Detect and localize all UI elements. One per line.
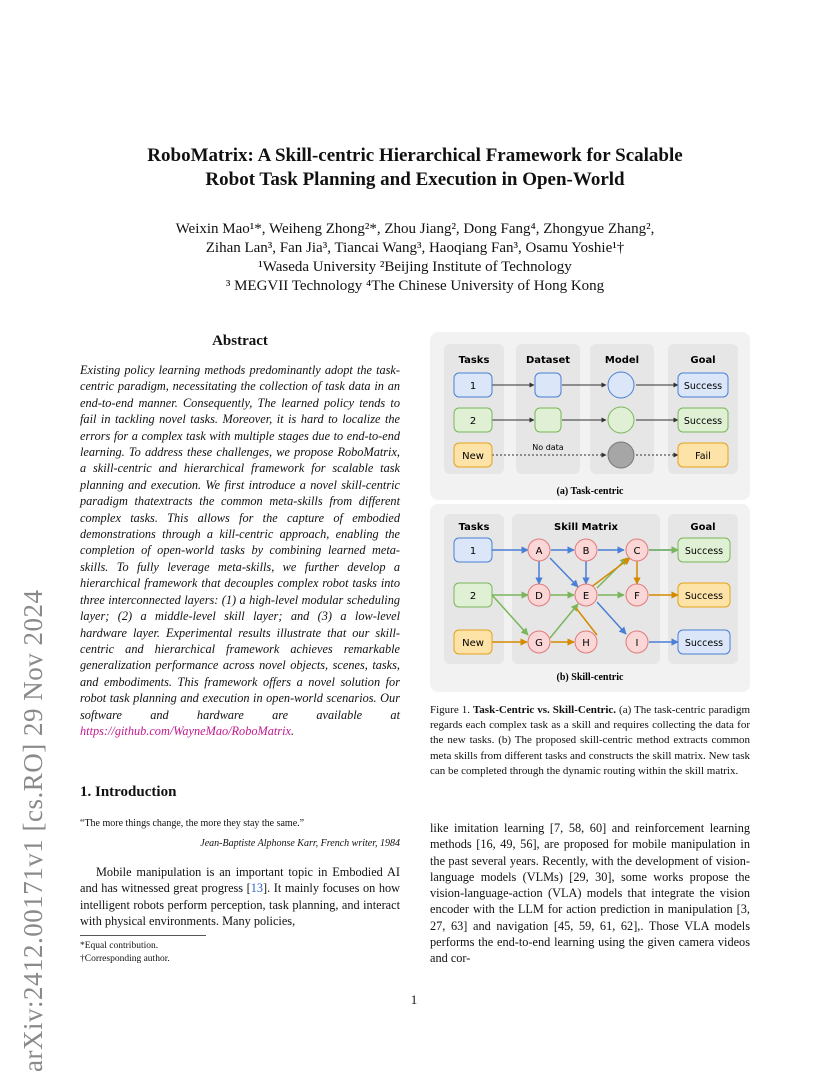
svg-text:D: D — [535, 591, 543, 602]
footnote-rule — [80, 935, 206, 936]
a-header-dataset: Dataset — [525, 355, 571, 366]
b-header-tasks: Tasks — [458, 522, 490, 533]
skill-node-a — [528, 539, 550, 561]
svg-text:Success: Success — [683, 381, 723, 392]
skill-node-i — [626, 631, 648, 653]
footnotes — [80, 940, 170, 966]
intro-paragraph: Mobile manipulation is an important topic in Embodied AI and has witnessed great progress [13]. It mainly focuses on how intelligent robots perform perception, task planning, and interact with physical environments. Many policies, — [80, 865, 400, 928]
footnote-equal-contribution: *Equal contribution. — [80, 941, 159, 951]
svg-text:Success: Success — [684, 546, 724, 557]
skill-node-d — [528, 584, 550, 606]
svg-text:New: New — [462, 451, 484, 462]
skill-node-e — [575, 584, 597, 606]
svg-text:2: 2 — [469, 591, 477, 602]
authors-line-2: Zihan Lan³, Fan Jia³, Tiancai Wang³, Haoqiang Fan³, Osamu Yoshie¹† — [205, 240, 625, 256]
citation-link[interactable]: 13 — [250, 881, 264, 896]
skill-node-b — [575, 539, 597, 561]
a-subcaption: (a) Task-centric — [556, 486, 624, 497]
svg-text:F: F — [634, 591, 640, 602]
affiliations-line-1: ¹Waseda University ²Beijing Institute of Technology — [258, 259, 572, 275]
abstract-heading: Abstract — [212, 333, 268, 349]
abstract-body: Existing policy learning methods predominantly adopt the task-centric paradigm, necessitating the collection of task data in an end-to-end manner. Consequently, The learned policy tends to fail in tackling novel tasks. Moreover, it is hard to localize the errors for a complex task with multiple stages due to end-to-end learning. To address these challenges, we propose RoboMatrix, a skill-centric and hierarchical framework for scalable task planning and execution. We first introduce a novel skill-centric paradigm thatextracts the common meta-skills from different complex tasks. This allows for the capture of embodied demonstrations through a kill-centric approach, enabling the completion of open-world tasks by combining learned meta-skills. To fully leverage meta-skills, we further develop a hierarchical framework that decouples complex robot tasks into three interconnected layers: (1) a high-level modular scheduling layer; (2) a middle-level skill layer; and (3) a low-level hardware layer. Experimental results illustrate that our skill-centric and hierarchical framework achieves remarkable generalization performance across novel objects, scenes, tasks, and embodiments. This framework offers a novel solution for robot task planning and execution in open-world scenarios. Our software and hardware are available at https://github.com/WayneMao/RoboMatrix. — [80, 363, 400, 738]
title-line-2: Robot Task Planning and Execution in Open-World — [205, 169, 625, 190]
footnote-corresponding-author: †Corresponding author. — [80, 954, 170, 964]
epigraph-attribution: Jean-Baptiste Alphonse Karr, French writer, 1984 — [200, 838, 400, 849]
paper-title — [100, 144, 730, 192]
svg-text:G: G — [535, 638, 543, 649]
svg-text:Success: Success — [684, 638, 724, 649]
b-header-skill-matrix: Skill Matrix — [554, 522, 618, 533]
section-heading-introduction: 1. Introduction — [80, 784, 177, 800]
intro-continuation: like imitation learning [7, 58, 60] and reinforcement learning methods [16, 49, 56], are proposed for mobile manipulation in the past several years. Recently, with the development of vision-language models (VLMs) [29, 30], some works propose the vision-language-action (VLA) models that integrate the vision encoder with the LLM for action prediction in manipulation [3, 27, 63] and navigation [45, 59, 61, 62],. Those VLA models performs the end-to-end learning using the given camera videos and cor- — [430, 821, 750, 966]
arxiv-identifier: arXiv:2412.00171v1 [cs.RO] 29 Nov 2024 — [18, 589, 48, 1072]
svg-text:E: E — [582, 591, 590, 602]
figure-caption — [430, 703, 750, 779]
svg-text:2: 2 — [469, 416, 477, 427]
svg-text:C: C — [633, 546, 641, 557]
b-header-goal: Goal — [690, 522, 716, 533]
abstract-text: Existing policy learning methods predominantly adopt the task-centric paradigm, necessitating the collection of task data in an end-to-end manner. Consequently, The learned policy tends to fail in tackling novel tasks. Moreover, it is hard to localize the errors for a complex task with multiple stages due to end-to-end learning. To address these challenges, we propose RoboMatrix, a skill-centric and hierarchical framework for scalable task planning and execution. We first introduce a novel skill-centric paradigm thatextracts the common meta-skills from different complex tasks. This allows for the capture of embodied demonstrations through a kill-centric approach, enabling the completion of open-world tasks by combining learned meta-skills. To fully leverage meta-skills, we further develop a hierarchical framework that decouples complex robot tasks into three interconnected layers: (1) a high-level modular scheduling layer; (2) a middle-level skill layer; and (3) a low-level hardware layer. Experimental results illustrate that our skill-centric and hierarchical framework achieves remarkable generalization performance across novel objects, scenes, tasks, and embodiments. This framework offers a novel solution for robot task planning and execution in open-world scenarios. Our software and hardware are available at — [80, 363, 400, 722]
svg-text:1: 1 — [469, 546, 477, 557]
a-header-model: Model — [604, 355, 640, 366]
title-line-1: RoboMatrix: A Skill-centric Hierarchical Framework for Scalable — [147, 145, 683, 166]
svg-text:1: 1 — [469, 381, 477, 392]
authors-line-1: Weixin Mao¹*, Weiheng Zhong²*, Zhou Jiang², Dong Fang⁴, Zhongyue Zhang², — [175, 221, 655, 237]
caption-text: (a) The task-centric paradigm regards each complex task as a skill and requires collecting the data for the new tasks. (b) The proposed skill-centric method extracts common meta skills from different tasks and constructs the skill matrix. New task can be completed through the dynamic routing within the skill matrix. — [430, 704, 750, 777]
svg-text:New: New — [462, 638, 484, 649]
figure-1 — [430, 332, 750, 692]
svg-text:Success: Success — [684, 591, 724, 602]
skill-node-c — [626, 539, 648, 561]
affiliations-line-2: ³ MEGVII Technology ⁴The Chinese University of Hong Kong — [225, 278, 605, 294]
repository-link[interactable]: https://github.com/WayneMao/RoboMatrix — [80, 723, 291, 738]
b-subcaption: (b) Skill-centric — [556, 672, 624, 683]
svg-text:I: I — [635, 638, 639, 649]
caption-title: Task-Centric vs. Skill-Centric. — [472, 704, 617, 716]
skill-node-f — [626, 584, 648, 606]
author-block — [100, 220, 730, 296]
epigraph-quote: “The more things change, the more they stay the same.” — [80, 818, 305, 829]
svg-text:B: B — [582, 546, 590, 557]
a-header-goal: Goal — [690, 355, 716, 366]
a-header-tasks: Tasks — [458, 355, 490, 366]
svg-text:H: H — [582, 638, 590, 649]
svg-text:Fail: Fail — [695, 451, 711, 462]
svg-text:Success: Success — [683, 416, 723, 427]
a-no-data: No data — [532, 443, 564, 452]
skill-node-g — [528, 631, 550, 653]
skill-node-h — [575, 631, 597, 653]
page-number: 1 — [410, 992, 418, 1007]
caption-label: Figure 1. — [430, 704, 470, 716]
svg-text:A: A — [535, 546, 543, 557]
